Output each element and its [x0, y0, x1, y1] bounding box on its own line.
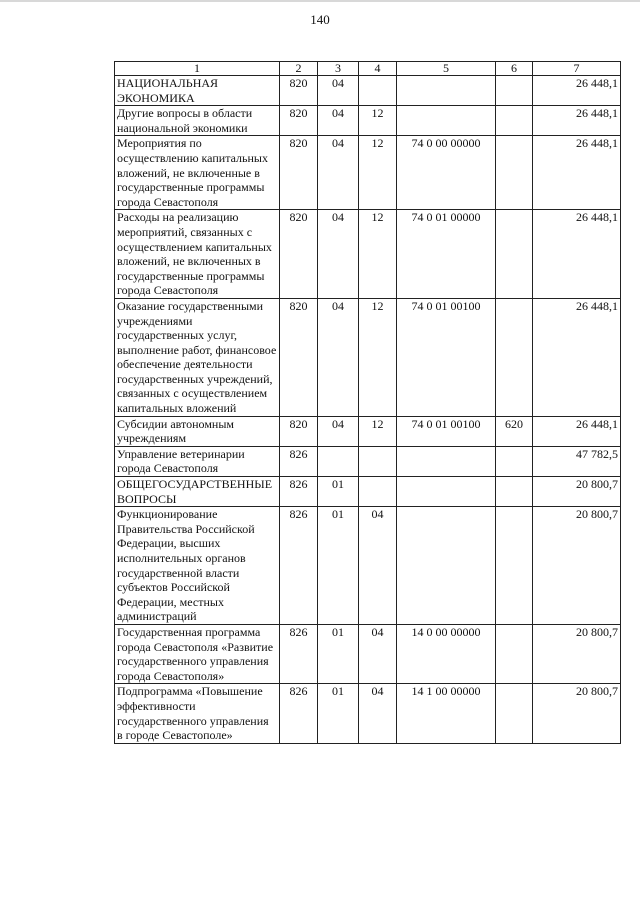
row-ministry-code: 820	[280, 76, 318, 106]
row-name: Государственная программа города Севастополя «Развитие государственного управления города Севастополя»	[115, 624, 280, 683]
table-row	[115, 477, 621, 507]
row-subsection-code: 04	[359, 507, 397, 625]
table-row	[115, 507, 621, 625]
table-row	[115, 106, 621, 136]
table-row	[115, 684, 621, 743]
row-section-code: 01	[318, 477, 359, 507]
header-row	[115, 62, 621, 76]
row-expense-type	[496, 684, 533, 743]
table-row	[115, 416, 621, 446]
row-target-code	[397, 477, 496, 507]
row-expense-type	[496, 624, 533, 683]
column-header-7: 7	[533, 62, 621, 76]
row-expense-type	[496, 446, 533, 476]
row-section-code: 04	[318, 416, 359, 446]
row-target-code: 74 0 00 00000	[397, 136, 496, 210]
row-amount: 26 448,1	[533, 416, 621, 446]
row-target-code: 74 0 01 00000	[397, 210, 496, 299]
row-target-code: 14 0 00 00000	[397, 624, 496, 683]
scan-top-edge	[0, 0, 640, 2]
table-row	[115, 624, 621, 683]
row-subsection-code: 04	[359, 624, 397, 683]
row-ministry-code: 826	[280, 507, 318, 625]
row-section-code: 04	[318, 298, 359, 416]
row-subsection-code: 12	[359, 298, 397, 416]
row-name: Расходы на реализацию мероприятий, связанных с осуществлением капитальных вложений, не включенных в государственные программы города Севастополя	[115, 210, 280, 299]
row-section-code: 01	[318, 684, 359, 743]
row-amount: 26 448,1	[533, 136, 621, 210]
row-name: Субсидии автономным учреждениям	[115, 416, 280, 446]
row-expense-type	[496, 477, 533, 507]
column-header-2: 2	[280, 62, 318, 76]
table-row	[115, 298, 621, 416]
row-subsection-code: 12	[359, 136, 397, 210]
row-target-code	[397, 106, 496, 136]
row-section-code: 04	[318, 106, 359, 136]
row-amount: 20 800,7	[533, 624, 621, 683]
row-expense-type	[496, 106, 533, 136]
budget-table	[114, 61, 621, 744]
row-name: ОБЩЕГОСУДАРСТВЕННЫЕ ВОПРОСЫ	[115, 477, 280, 507]
row-ministry-code: 826	[280, 477, 318, 507]
row-section-code: 01	[318, 507, 359, 625]
column-header-5: 5	[397, 62, 496, 76]
row-expense-type	[496, 210, 533, 299]
column-header-6: 6	[496, 62, 533, 76]
row-ministry-code: 820	[280, 106, 318, 136]
row-name: НАЦИОНАЛЬНАЯ ЭКОНОМИКА	[115, 76, 280, 106]
row-subsection-code	[359, 446, 397, 476]
row-expense-type	[496, 507, 533, 625]
row-amount: 20 800,7	[533, 507, 621, 625]
row-ministry-code: 820	[280, 136, 318, 210]
row-amount: 26 448,1	[533, 106, 621, 136]
row-amount: 47 782,5	[533, 446, 621, 476]
table-row	[115, 446, 621, 476]
row-name: Мероприятия по осуществлению капитальных вложений, не включенные в государственные программы города Севастополя	[115, 136, 280, 210]
row-amount: 20 800,7	[533, 477, 621, 507]
row-section-code: 04	[318, 76, 359, 106]
row-target-code: 74 0 01 00100	[397, 298, 496, 416]
row-name: Оказание государственными учреждениями государственных услуг, выполнение работ, финансовое обеспечение деятельности государственных учреждений, связанных с осуществлением капитальных вложений	[115, 298, 280, 416]
row-ministry-code: 820	[280, 210, 318, 299]
row-ministry-code: 826	[280, 684, 318, 743]
row-subsection-code: 12	[359, 210, 397, 299]
row-section-code: 01	[318, 624, 359, 683]
table-row	[115, 136, 621, 210]
column-header-1: 1	[115, 62, 280, 76]
row-target-code	[397, 507, 496, 625]
row-amount: 26 448,1	[533, 298, 621, 416]
row-section-code: 04	[318, 136, 359, 210]
row-subsection-code: 04	[359, 684, 397, 743]
row-ministry-code: 826	[280, 446, 318, 476]
row-name: Функционирование Правительства Российской Федерации, высших исполнительных органов государственной власти субъектов Российской Федерации, местных администраций	[115, 507, 280, 625]
row-section-code	[318, 446, 359, 476]
row-ministry-code: 826	[280, 624, 318, 683]
row-name: Другие вопросы в области национальной экономики	[115, 106, 280, 136]
row-expense-type	[496, 298, 533, 416]
row-expense-type	[496, 136, 533, 210]
row-target-code	[397, 446, 496, 476]
row-expense-type	[496, 76, 533, 106]
column-header-3: 3	[318, 62, 359, 76]
row-subsection-code	[359, 76, 397, 106]
row-expense-type: 620	[496, 416, 533, 446]
row-target-code: 74 0 01 00100	[397, 416, 496, 446]
row-section-code: 04	[318, 210, 359, 299]
page-number: 140	[310, 12, 330, 27]
row-ministry-code: 820	[280, 298, 318, 416]
row-amount: 26 448,1	[533, 210, 621, 299]
table-row	[115, 76, 621, 106]
column-header-4: 4	[359, 62, 397, 76]
row-subsection-code	[359, 477, 397, 507]
row-target-code: 14 1 00 00000	[397, 684, 496, 743]
row-amount: 20 800,7	[533, 684, 621, 743]
row-subsection-code: 12	[359, 106, 397, 136]
row-target-code	[397, 76, 496, 106]
row-amount: 26 448,1	[533, 76, 621, 106]
row-name: Подпрограмма «Повышение эффективности государственного управления в городе Севастополе»	[115, 684, 280, 743]
row-name: Управление ветеринарии города Севастополя	[115, 446, 280, 476]
row-ministry-code: 820	[280, 416, 318, 446]
row-subsection-code: 12	[359, 416, 397, 446]
table-row	[115, 210, 621, 299]
